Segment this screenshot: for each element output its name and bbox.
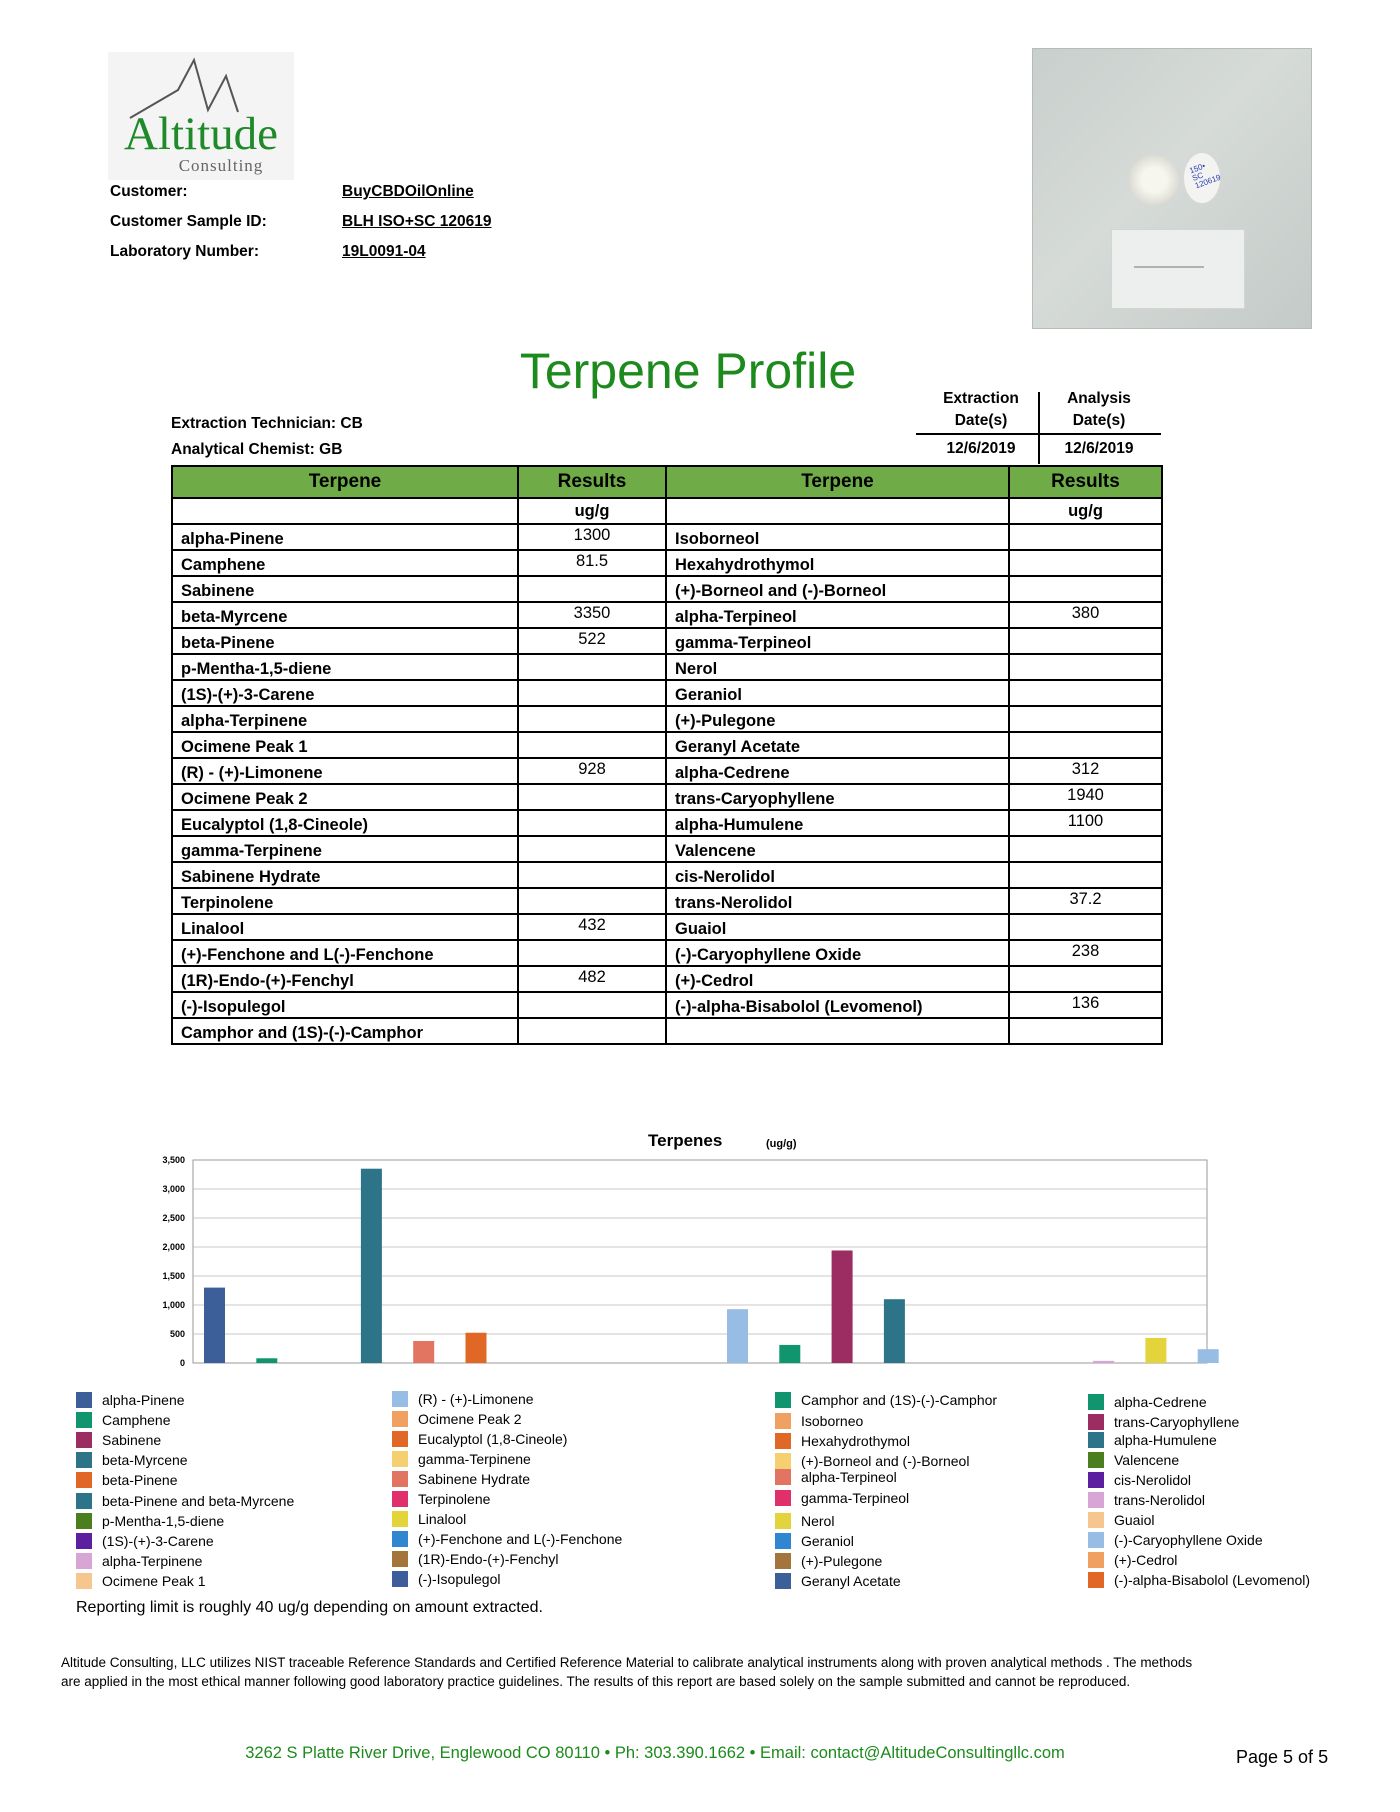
chart-bar [1198,1349,1219,1363]
legend-swatch [1088,1492,1104,1508]
terpene-name-cell: alpha-Terpinene [172,706,518,732]
page-number: Page 5 of 5 [1236,1747,1329,1767]
result-value-cell [518,888,666,914]
analysis-date-value: 12/6/2019 [1064,440,1134,457]
chart-bar [1093,1361,1114,1363]
legend-label: (1S)-(+)-3-Carene [102,1533,214,1549]
legend-label: p-Mentha-1,5-diene [102,1513,225,1529]
cap-label: 150• SC 120619 [1188,161,1222,191]
y-tick-label: 1,500 [162,1271,185,1281]
legend-swatch [775,1453,791,1469]
result-value-cell [518,992,666,1018]
legend-swatch [1088,1532,1104,1548]
legend-swatch [775,1413,791,1429]
terpene-name-cell: beta-Pinene [172,628,518,654]
legend-label: Nerol [801,1513,835,1529]
legend-label: alpha-Cedrene [1114,1394,1207,1410]
legend-swatch [76,1513,92,1529]
extraction-date-value: 12/6/2019 [946,440,1016,457]
chart-unit: (ug/g) [766,1138,797,1150]
legend-swatch [1088,1472,1104,1488]
terpene-name-cell: (-)-alpha-Bisabolol (Levomenol) [666,992,1009,1018]
legend-swatch [76,1452,92,1468]
chart-bar [832,1250,853,1363]
terpene-name-cell: trans-Caryophyllene [666,784,1009,810]
table-row [172,862,1162,888]
result-value-cell [518,1018,666,1044]
table-row [172,654,1162,680]
result-value-cell [1009,706,1162,732]
table-row [172,732,1162,758]
chart-bar [204,1288,225,1363]
legend-label: beta-Pinene [102,1472,178,1488]
terpene-bar-chart [140,1150,1220,1375]
customer-value: BuyCBDOilOnline [342,183,474,200]
page-title: Terpene Profile [519,343,857,399]
terpene-name-cell: alpha-Terpineol [666,602,1009,628]
legend-label: Sabinene [102,1432,162,1448]
legend-label: alpha-Pinene [102,1392,185,1408]
plot-area-border [193,1160,1207,1363]
table-row [172,1018,1162,1044]
legend-swatch [392,1491,408,1507]
terpene-name-cell: beta-Myrcene [172,602,518,628]
table-row [172,836,1162,862]
legend-swatch [775,1553,791,1569]
result-value-cell [1009,576,1162,602]
terpene-name-cell: Camphor and (1S)-(-)-Camphor [172,1018,518,1044]
terpene-name-cell: (-)-Caryophyllene Oxide [666,940,1009,966]
table-row [172,576,1162,602]
legend-label: Isoborneo [801,1413,864,1429]
legend-label: trans-Caryophyllene [1114,1414,1240,1430]
legend-label: Eucalyptol (1,8-Cineole) [418,1431,568,1447]
terpene-name-cell: (1R)-Endo-(+)-Fenchyl [172,966,518,992]
terpene-name-cell: Linalool [172,914,518,940]
legend-label: (-)-Caryophyllene Oxide [1114,1532,1263,1548]
result-value-cell: 1100 [1009,810,1162,836]
result-value-cell: 312 [1009,758,1162,784]
terpene-name-cell: Geranyl Acetate [666,732,1009,758]
result-value-cell [1009,836,1162,862]
legend-label: Geranyl Acetate [801,1573,901,1589]
chart-bar [884,1299,905,1363]
legend-label: Valencene [1114,1452,1180,1468]
terpene-name-cell: Sabinene [172,576,518,602]
terpene-name-cell: Sabinene Hydrate [172,862,518,888]
legend-swatch [775,1392,791,1408]
table-row [172,810,1162,836]
legend-label: (1R)-Endo-(+)-Fenchyl [418,1551,559,1567]
result-value-cell [518,654,666,680]
result-value-cell: 81.5 [518,550,666,576]
legend-label: Guaiol [1114,1512,1155,1528]
sample-id-value: BLH ISO+SC 120619 [342,213,492,230]
terpene-name-cell: Camphene [172,550,518,576]
table-row [172,940,1162,966]
legend-swatch [775,1533,791,1549]
y-tick-label: 2,000 [162,1242,185,1252]
empty-cell [172,498,518,524]
reporting-limit-note: Reporting limit is roughly 40 ug/g depending on amount extracted. [76,1599,543,1616]
legend-swatch [1088,1394,1104,1410]
legend-label: gamma-Terpineol [801,1490,910,1506]
chart-bar [256,1358,277,1363]
result-value-cell: 1940 [1009,784,1162,810]
terpene-name-cell: (R) - (+)-Limonene [172,758,518,784]
terpene-name-cell: p-Mentha-1,5-diene [172,654,518,680]
terpene-name-cell: Nerol [666,654,1009,680]
table-row [172,888,1162,914]
table-row [172,628,1162,654]
column-header: Terpene [172,466,518,498]
sample-photo [1032,48,1312,329]
units-row [172,498,1162,524]
y-tick-label: 0 [179,1358,185,1368]
analysis-date-header: Analysis Date(s) [1067,390,1131,429]
legend-swatch [392,1391,408,1407]
legend-swatch [76,1472,92,1488]
terpene-name-cell: alpha-Cedrene [666,758,1009,784]
legend-label: Linalool [418,1511,467,1527]
lab-number-label: Laboratory Number: [110,243,259,260]
legend-swatch [392,1551,408,1567]
sample-vial [1129,155,1179,205]
table-row [172,550,1162,576]
legend-label: Ocimene Peak 2 [418,1411,522,1427]
legend-swatch [76,1493,92,1509]
legend-swatch [392,1531,408,1547]
legend-label: alpha-Humulene [1114,1432,1217,1448]
result-value-cell: 432 [518,914,666,940]
result-value-cell [1009,914,1162,940]
legend-swatch [1088,1452,1104,1468]
legend-swatch [392,1411,408,1427]
result-value-cell: 1300 [518,524,666,550]
legend-label: Ocimene Peak 1 [102,1573,206,1589]
legend-swatch [775,1433,791,1449]
legend-label: (R) - (+)-Limonene [418,1391,534,1407]
legend-label: alpha-Terpineol [801,1469,897,1485]
vial-cap [1183,152,1221,204]
legend-label: alpha-Terpinene [102,1553,203,1569]
legend-swatch [392,1431,408,1447]
legend-swatch [76,1573,92,1589]
table-header-row [172,466,1162,498]
legend-swatch [1088,1414,1104,1430]
disclaimer-text: Altitude Consulting, LLC utilizes NIST traceable Reference Standards and Certified Reference Material to calibrate analytical instruments along with proven analytical methods . The methods are applied in the most ethical manner following good laboratory practice guidelines. The results of this report are based solely on the sample submitted and cannot be reproduced. [61,1655,1193,1689]
result-value-cell [1009,628,1162,654]
terpene-name-cell: Hexahydrothymol [666,550,1009,576]
legend-label: gamma-Terpinene [418,1451,531,1467]
empty-cell [666,498,1009,524]
legend-swatch [775,1573,791,1589]
table-row [172,914,1162,940]
result-value-cell [518,680,666,706]
terpene-name-cell: gamma-Terpinene [172,836,518,862]
chart-title: Terpenes [648,1131,723,1150]
terpene-name-cell: cis-Nerolidol [666,862,1009,888]
terpene-name-cell [666,1018,1009,1044]
legend-label: cis-Nerolidol [1114,1472,1192,1488]
terpene-name-cell: (-)-Isopulegol [172,992,518,1018]
result-value-cell: 3350 [518,602,666,628]
table-row [172,680,1162,706]
terpene-name-cell: Valencene [666,836,1009,862]
footer-contact: 3262 S Platte River Drive, Englewood CO 80110 • Ph: 303.390.1662 • Email: contact@AltitudeConsultingllc.com [245,1744,1065,1762]
result-value-cell [1009,550,1162,576]
result-value-cell [518,706,666,732]
terpene-name-cell: (+)-Borneol and (-)-Borneol [666,576,1009,602]
terpene-name-cell: Ocimene Peak 2 [172,784,518,810]
result-value-cell [1009,862,1162,888]
legend-label: trans-Nerolidol [1114,1492,1206,1508]
terpene-name-cell: (1S)-(+)-3-Carene [172,680,518,706]
legend-swatch [76,1432,92,1448]
legend-label: Camphene [102,1412,171,1428]
legend-label: (+)-Fenchone and L(-)-Fenchone [418,1531,623,1547]
result-value-cell [518,862,666,888]
result-value-cell [1009,524,1162,550]
result-value-cell [1009,654,1162,680]
result-value-cell [518,784,666,810]
legend-swatch [76,1533,92,1549]
legend-swatch [1088,1552,1104,1568]
y-tick-label: 1,000 [162,1300,185,1310]
terpene-name-cell: (+)-Pulegone [666,706,1009,732]
extraction-date-header: Extraction Date(s) [943,390,1019,429]
result-value-cell: 928 [518,758,666,784]
result-value-cell [1009,680,1162,706]
extraction-technician: Extraction Technician: CB [171,415,363,432]
legend-swatch [775,1490,791,1506]
result-value-cell: 136 [1009,992,1162,1018]
legend-label: (-)-Isopulegol [418,1571,501,1587]
column-header: Results [518,466,666,498]
chart-bar [413,1341,434,1363]
chart-bar [361,1169,382,1363]
terpene-name-cell: Terpinolene [172,888,518,914]
legend-label: (+)-Pulegone [801,1553,883,1569]
chart-bar [1145,1338,1166,1363]
logo-name: Altitude [123,108,279,160]
result-value-cell: 238 [1009,940,1162,966]
column-header: Terpene [666,466,1009,498]
result-value-cell [518,576,666,602]
unit-cell: ug/g [518,498,666,524]
terpene-name-cell: (+)-Cedrol [666,966,1009,992]
lab-number-value: 19L0091-04 [342,243,426,260]
y-tick-label: 500 [169,1329,185,1339]
terpene-name-cell: alpha-Pinene [172,524,518,550]
chart-bar [727,1309,748,1363]
table-row [172,992,1162,1018]
result-value-cell: 482 [518,966,666,992]
terpene-name-cell: Isoborneol [666,524,1009,550]
legend-label: Sabinene Hydrate [418,1471,531,1487]
legend-label: beta-Pinene and beta-Myrcene [102,1493,295,1509]
chart-bar [466,1333,487,1363]
result-value-cell: 380 [1009,602,1162,628]
column-header: Results [1009,466,1162,498]
result-value-cell [518,836,666,862]
business-card [1111,229,1245,309]
legend-label: (+)-Borneol and (-)-Borneol [801,1453,970,1469]
legend-swatch [1088,1432,1104,1448]
legend-swatch [76,1553,92,1569]
sample-id-label: Customer Sample ID: [110,213,267,230]
terpene-name-cell: trans-Nerolidol [666,888,1009,914]
terpene-name-cell: Geraniol [666,680,1009,706]
table-row [172,784,1162,810]
unit-cell: ug/g [1009,498,1162,524]
legend-swatch [392,1471,408,1487]
result-value-cell: 37.2 [1009,888,1162,914]
legend-swatch [1088,1512,1104,1528]
terpene-name-cell: Ocimene Peak 1 [172,732,518,758]
result-value-cell: 522 [518,628,666,654]
result-value-cell [1009,1018,1162,1044]
result-value-cell [518,732,666,758]
legend-swatch [392,1451,408,1467]
result-value-cell [1009,732,1162,758]
y-tick-label: 3,500 [162,1155,185,1165]
y-tick-label: 3,000 [162,1184,185,1194]
terpene-name-cell: alpha-Humulene [666,810,1009,836]
terpene-results-table [171,465,1163,1045]
table-row [172,758,1162,784]
legend-label: Camphor and (1S)-(-)-Camphor [801,1392,998,1408]
terpene-name-cell: gamma-Terpineol [666,628,1009,654]
company-logo [108,52,294,180]
analytical-chemist: Analytical Chemist: GB [171,441,343,458]
table-row [172,602,1162,628]
legend-swatch [775,1469,791,1485]
table-row [172,524,1162,550]
legend-label: Hexahydrothymol [801,1433,910,1449]
result-value-cell [1009,966,1162,992]
legend-label: (+)-Cedrol [1114,1552,1178,1568]
legend-label: Geraniol [801,1533,854,1549]
table-row [172,706,1162,732]
y-tick-label: 2,500 [162,1213,185,1223]
legend-swatch [775,1513,791,1529]
terpene-name-cell: (+)-Fenchone and L(-)-Fenchone [172,940,518,966]
result-value-cell [518,810,666,836]
date-divider [1038,392,1040,464]
legend-swatch [76,1412,92,1428]
legend-label: beta-Myrcene [102,1452,188,1468]
terpene-name-cell: Guaiol [666,914,1009,940]
logo-subtitle: Consulting [178,156,264,175]
terpene-name-cell: Eucalyptol (1,8-Cineole) [172,810,518,836]
table-row [172,966,1162,992]
legend-swatch [392,1571,408,1587]
legend-swatch [76,1392,92,1408]
legend-label: Terpinolene [418,1491,491,1507]
legend-label: (-)-alpha-Bisabolol (Levomenol) [1114,1572,1311,1588]
legend-swatch [1088,1572,1104,1588]
chart-bar [779,1345,800,1363]
result-value-cell [518,940,666,966]
legend-swatch [392,1511,408,1527]
customer-label: Customer: [110,183,188,200]
